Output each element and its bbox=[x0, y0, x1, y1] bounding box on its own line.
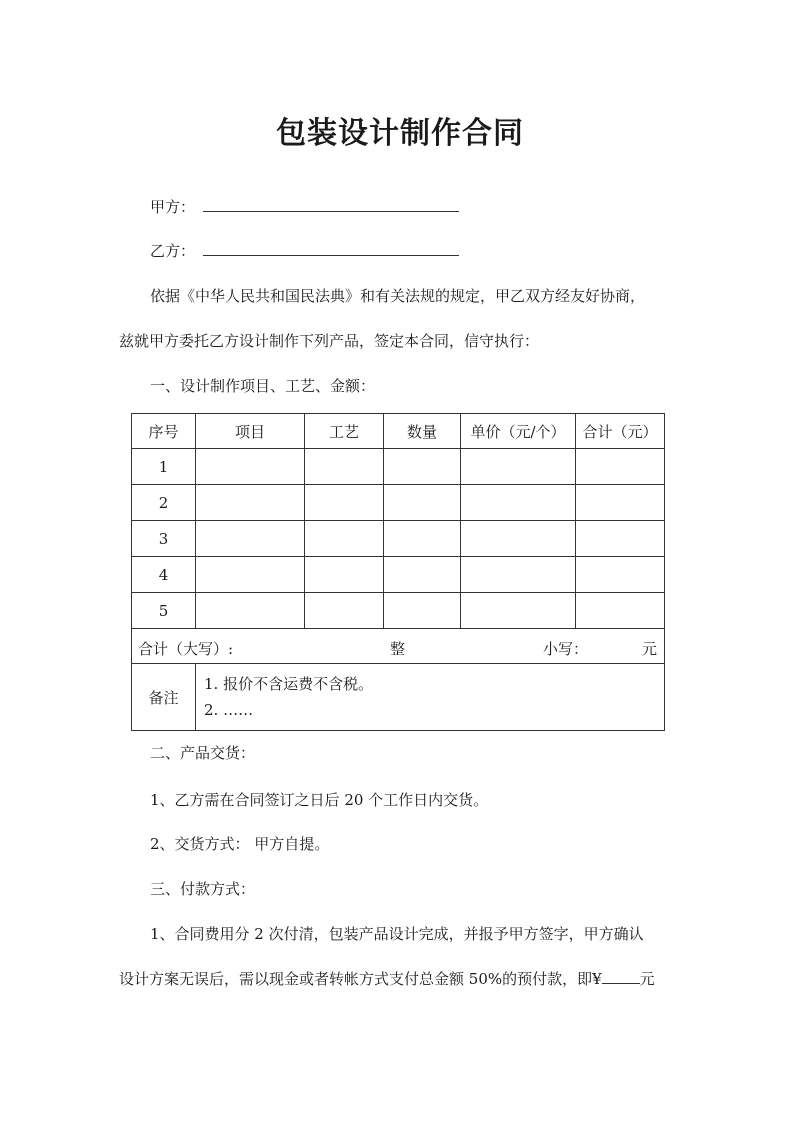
cell-subtotal[interactable] bbox=[576, 449, 665, 485]
cell-subtotal[interactable] bbox=[576, 557, 665, 593]
payment-line-2 bbox=[119, 968, 655, 989]
header-process: 工艺 bbox=[305, 414, 384, 449]
party-a-label: 甲方： bbox=[150, 198, 196, 216]
total-whole-label: 整 bbox=[390, 640, 406, 658]
cell-subtotal[interactable] bbox=[576, 521, 665, 557]
cell-unit-price[interactable] bbox=[461, 557, 576, 593]
cell-quantity[interactable] bbox=[384, 449, 461, 485]
note-content[interactable] bbox=[196, 664, 665, 731]
delivery-line-1: 1、乙方需在合同签订之日后 20 个工作日内交货。 bbox=[150, 791, 489, 809]
cell-item[interactable] bbox=[196, 521, 305, 557]
cell-process[interactable] bbox=[305, 521, 384, 557]
party-a-blank[interactable] bbox=[203, 197, 459, 212]
cell-item[interactable] bbox=[196, 485, 305, 521]
intro-line-2: 兹就甲方委托乙方设计制作下列产品，签定本合同，信守执行： bbox=[119, 332, 540, 350]
prepayment-amount-blank[interactable] bbox=[602, 969, 640, 984]
party-b-blank[interactable] bbox=[203, 241, 459, 256]
total-small-label: 小写： bbox=[543, 640, 589, 658]
header-subtotal: 合计（元） bbox=[576, 414, 665, 449]
cell-unit-price[interactable] bbox=[461, 485, 576, 521]
party-b-line bbox=[150, 240, 195, 261]
table-row bbox=[132, 593, 665, 629]
page-title: 包装设计制作合同 bbox=[276, 116, 524, 151]
table-row bbox=[132, 485, 665, 521]
table-row bbox=[132, 521, 665, 557]
party-b-label: 乙方： bbox=[150, 242, 196, 260]
cell-process[interactable] bbox=[305, 485, 384, 521]
cell-item[interactable] bbox=[196, 593, 305, 629]
total-uppercase-label: 合计（大写）: bbox=[138, 640, 234, 658]
payment-line-1: 1、合同费用分 2 次付清，包装产品设计完成，并报予甲方签字，甲方确认 bbox=[150, 925, 644, 943]
party-a-line bbox=[150, 196, 195, 217]
cell-quantity[interactable] bbox=[384, 593, 461, 629]
section-1-heading: 一、设计制作项目、工艺、金额： bbox=[150, 377, 376, 395]
delivery-line-2: 2、交货方式： 甲方自提。 bbox=[150, 835, 330, 853]
intro-line-1: 依据《中华人民共和国民法典》和有关法规的规定，甲乙双方经友好协商， bbox=[150, 287, 646, 305]
cell-process[interactable] bbox=[305, 449, 384, 485]
cell-subtotal[interactable] bbox=[576, 485, 665, 521]
note-line-1: 1. 报价不含运费不含税。 bbox=[204, 675, 374, 693]
row-index: 1 bbox=[132, 449, 196, 485]
header-index: 序号 bbox=[132, 414, 196, 449]
payment-unit: 元 bbox=[639, 970, 655, 988]
cell-process[interactable] bbox=[305, 593, 384, 629]
table-header-row bbox=[132, 414, 665, 449]
row-index: 5 bbox=[132, 593, 196, 629]
items-table bbox=[131, 413, 665, 731]
section-3-heading: 三、付款方式： bbox=[150, 880, 256, 898]
cell-unit-price[interactable] bbox=[461, 521, 576, 557]
cell-process[interactable] bbox=[305, 557, 384, 593]
total-unit-label: 元 bbox=[642, 640, 658, 658]
total-row bbox=[132, 629, 665, 664]
cell-subtotal[interactable] bbox=[576, 593, 665, 629]
cell-unit-price[interactable] bbox=[461, 593, 576, 629]
section-2-heading: 二、产品交货： bbox=[150, 744, 256, 762]
cell-quantity[interactable] bbox=[384, 557, 461, 593]
note-row bbox=[132, 664, 665, 731]
payment-line-2-text: 设计方案无误后，需以现金或者转帐方式支付总金额 50%的预付款，即¥ bbox=[119, 970, 602, 988]
row-index: 3 bbox=[132, 521, 196, 557]
cell-item[interactable] bbox=[196, 449, 305, 485]
header-quantity: 数量 bbox=[384, 414, 461, 449]
cell-quantity[interactable] bbox=[384, 485, 461, 521]
header-item: 项目 bbox=[196, 414, 305, 449]
row-index: 4 bbox=[132, 557, 196, 593]
total-cell[interactable] bbox=[132, 629, 665, 664]
note-label: 备注 bbox=[132, 664, 196, 731]
header-unit-price: 单价（元/个） bbox=[461, 414, 576, 449]
table-row bbox=[132, 449, 665, 485]
cell-quantity[interactable] bbox=[384, 521, 461, 557]
note-line-2: 2. …… bbox=[204, 701, 254, 719]
row-index: 2 bbox=[132, 485, 196, 521]
cell-item[interactable] bbox=[196, 557, 305, 593]
table-row bbox=[132, 557, 665, 593]
cell-unit-price[interactable] bbox=[461, 449, 576, 485]
